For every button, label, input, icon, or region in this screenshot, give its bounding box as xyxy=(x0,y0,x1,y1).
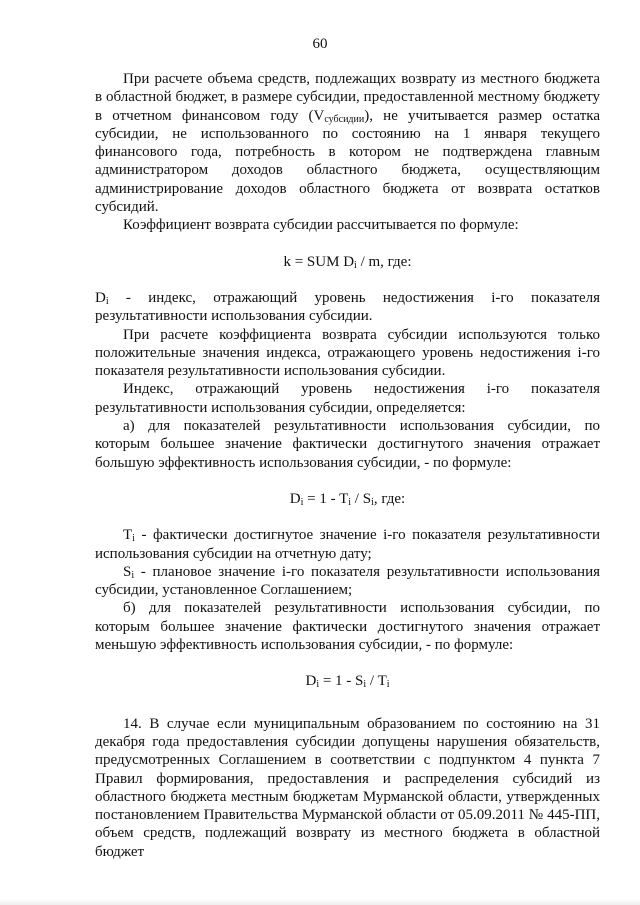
formula-coefficient xyxy=(95,253,600,271)
scan-edge xyxy=(0,899,640,905)
subscript: i xyxy=(300,496,304,508)
text-span: D xyxy=(95,289,106,306)
formula-index-b xyxy=(95,672,600,690)
subscript: i xyxy=(348,496,352,508)
subscript: i xyxy=(386,679,390,691)
paragraph-positive-values: При расчете коэффициента возврата субсидии используются только положительные значения индекса, отражающего уровень недостижения i-го показателя результативности использования субсидии. xyxy=(95,326,600,380)
paragraph-si-definition xyxy=(95,563,600,600)
text-span: T xyxy=(123,527,133,544)
text-span: ), не учитывается размер остатка субсидии, не использованного по состоянию на 1 января текущего финансового года, потребность в котором не подтверждена главным администратором доходов областного бюджета, осуществляющим администрирование доходов областного бюджета от возврата остатков субсидий. xyxy=(95,107,601,216)
paragraph-index-determined: Индекс, отражающий уровень недостижения i-го показателя результативности использования субсидии, определяется: xyxy=(95,381,600,416)
subscript: i xyxy=(354,259,357,271)
text-span: При расчете объема средств, подлежащих возврату из местного бюджета в областной бюджет, в размере субсидии, предоставленной местному бюджету в отчетном финансовом году (V xyxy=(95,71,600,124)
text-span: S xyxy=(123,563,132,580)
text-span: = 1 - S xyxy=(319,673,364,690)
page-number: 60 xyxy=(312,36,328,52)
text-span: - плановое значение i-го показателя результативности использования субсидии, установленное Соглашением; xyxy=(95,563,600,599)
text-span: - индекс, отражающий уровень недостижения i-го показателя результативности использования субсидии. xyxy=(95,289,600,325)
text-span: / S xyxy=(351,490,372,507)
paragraph-refund-calculation xyxy=(95,70,600,216)
subscript: i xyxy=(363,679,367,691)
text-span: = 1 - T xyxy=(303,490,349,507)
text-span: / T xyxy=(366,673,387,690)
subscript: i xyxy=(132,533,135,545)
paragraph-clause-14: 14. В случае если муниципальным образованием по состоянию на 31 декабря года предоставления субсидии допущены нарушения обязательств, предусмотренных Соглашением в соответствии с подпунктом 4 пункта 7 Правил формирования, предоставления и распределения субсидий из областного бюджета местным бюджетам Мурманской области, утвержденных постановлением Правительства Мурманской области от 05.09.2011 № 445-ПП, объем средств, подлежащий возврату из местного бюджета в областной бюджет xyxy=(95,715,600,860)
paragraph-case-a: а) для показателей результативности использования субсидии, по которым большее значение фактически достигнутого значения отражает большую эффективность использования субсидии, - по формуле: xyxy=(95,418,600,471)
subscript: i xyxy=(105,295,109,307)
paragraph-coefficient-intro: Коэффициент возврата субсидии рассчитывается по формуле: xyxy=(123,217,519,234)
text-span: D xyxy=(305,673,317,690)
text-span: , где: xyxy=(373,490,406,507)
paragraph-di-definition xyxy=(95,289,600,326)
document-body xyxy=(95,70,600,861)
paragraph-ti-definition xyxy=(95,526,600,563)
subscript: субсидии xyxy=(324,113,365,125)
paragraph-case-b: б) для показателей результативности использования субсидии, по которым большее значение фактически достигнутого значения отражает меньшую эффективность использования субсидии, - по формуле: xyxy=(95,600,600,654)
text-span: k = SUM D xyxy=(283,253,355,270)
formula-index-a xyxy=(95,490,600,508)
subscript: i xyxy=(131,569,135,581)
text-span: - фактически достигнутое значение i-го показателя результативности использования субсидии на отчетную дату; xyxy=(95,527,600,562)
subscript: i xyxy=(371,496,374,508)
text-span: / m, где: xyxy=(356,253,412,270)
subscript: i xyxy=(316,679,320,691)
text-span: D xyxy=(289,490,301,507)
